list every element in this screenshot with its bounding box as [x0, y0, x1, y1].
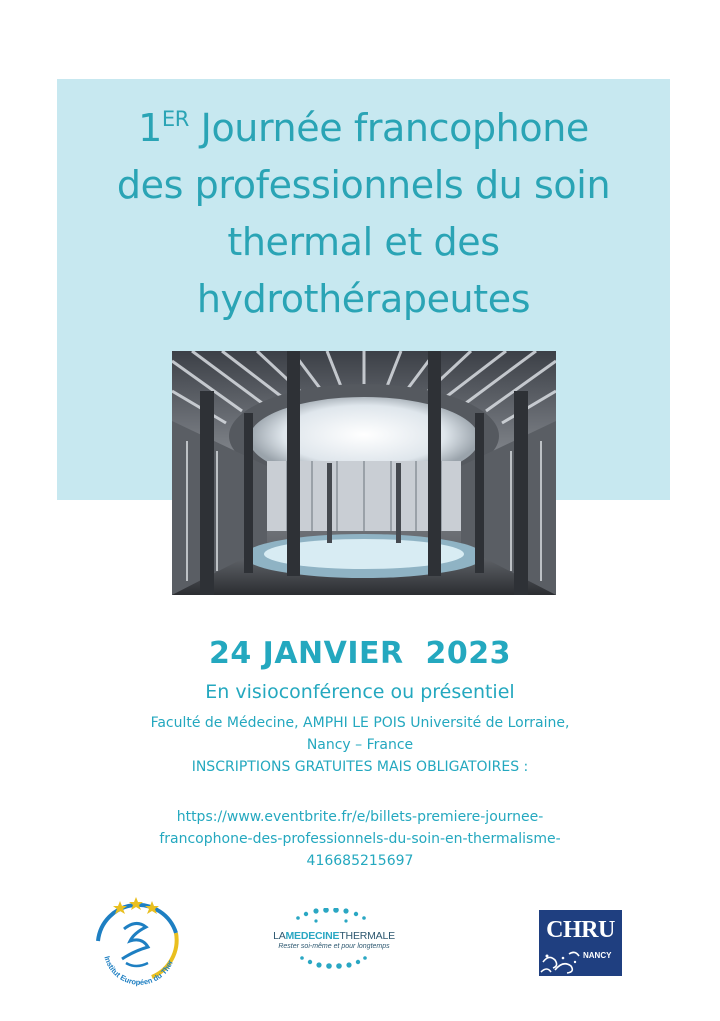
event-title: [57, 100, 670, 328]
link-line-3[interactable]: 416685215697: [306, 853, 414, 869]
registration-notice: INSCRIPTIONS GRATUITES MAIS OBLIGATOIRES :: [191, 759, 529, 775]
chru-city: NANCY: [583, 951, 612, 960]
link-line-2[interactable]: francophone-des-professionnels-du-soin-en-thermalisme-: [159, 831, 561, 847]
title-line-4: hydrothérapeutes: [196, 277, 531, 321]
lmt-wordmark: LAMEDECINETHERMALE: [273, 930, 395, 942]
chru-nancy-logo: [539, 910, 622, 976]
venue-line-2: Nancy – France: [306, 737, 414, 753]
link-line-1[interactable]: https://www.eventbrite.fr/e/billets-premiere-journee-: [176, 809, 544, 825]
event-mode: En visioconférence ou présentiel: [205, 681, 515, 703]
registration-link[interactable]: [0, 806, 720, 872]
chru-ornament-icon: [539, 910, 622, 976]
medecine-thermale-logo: [252, 908, 414, 972]
ieth-emblem-icon: [90, 893, 184, 989]
ieth-logo: [90, 893, 184, 989]
rotunda-photo: [172, 351, 556, 595]
title-line-2: des professionnels du soin: [116, 163, 611, 207]
lmt-tagline: Rester soi-même et pour longtemps: [278, 943, 390, 950]
rotunda-illustration: [172, 351, 556, 595]
event-date: 24 JANVIER 2023: [208, 636, 512, 671]
title-superscript: ER: [161, 107, 189, 131]
event-info: [0, 712, 720, 778]
title-line-3: thermal et des: [227, 220, 500, 264]
ieth-name: Institut Européen du Ther: [102, 955, 176, 987]
venue-line-1: Faculté de Médecine, AMPHI LE POIS Université de Lorraine,: [150, 715, 570, 731]
chru-wordmark: CHRU: [546, 917, 615, 943]
title-line-1: 1ER Journée francophone: [138, 106, 589, 150]
